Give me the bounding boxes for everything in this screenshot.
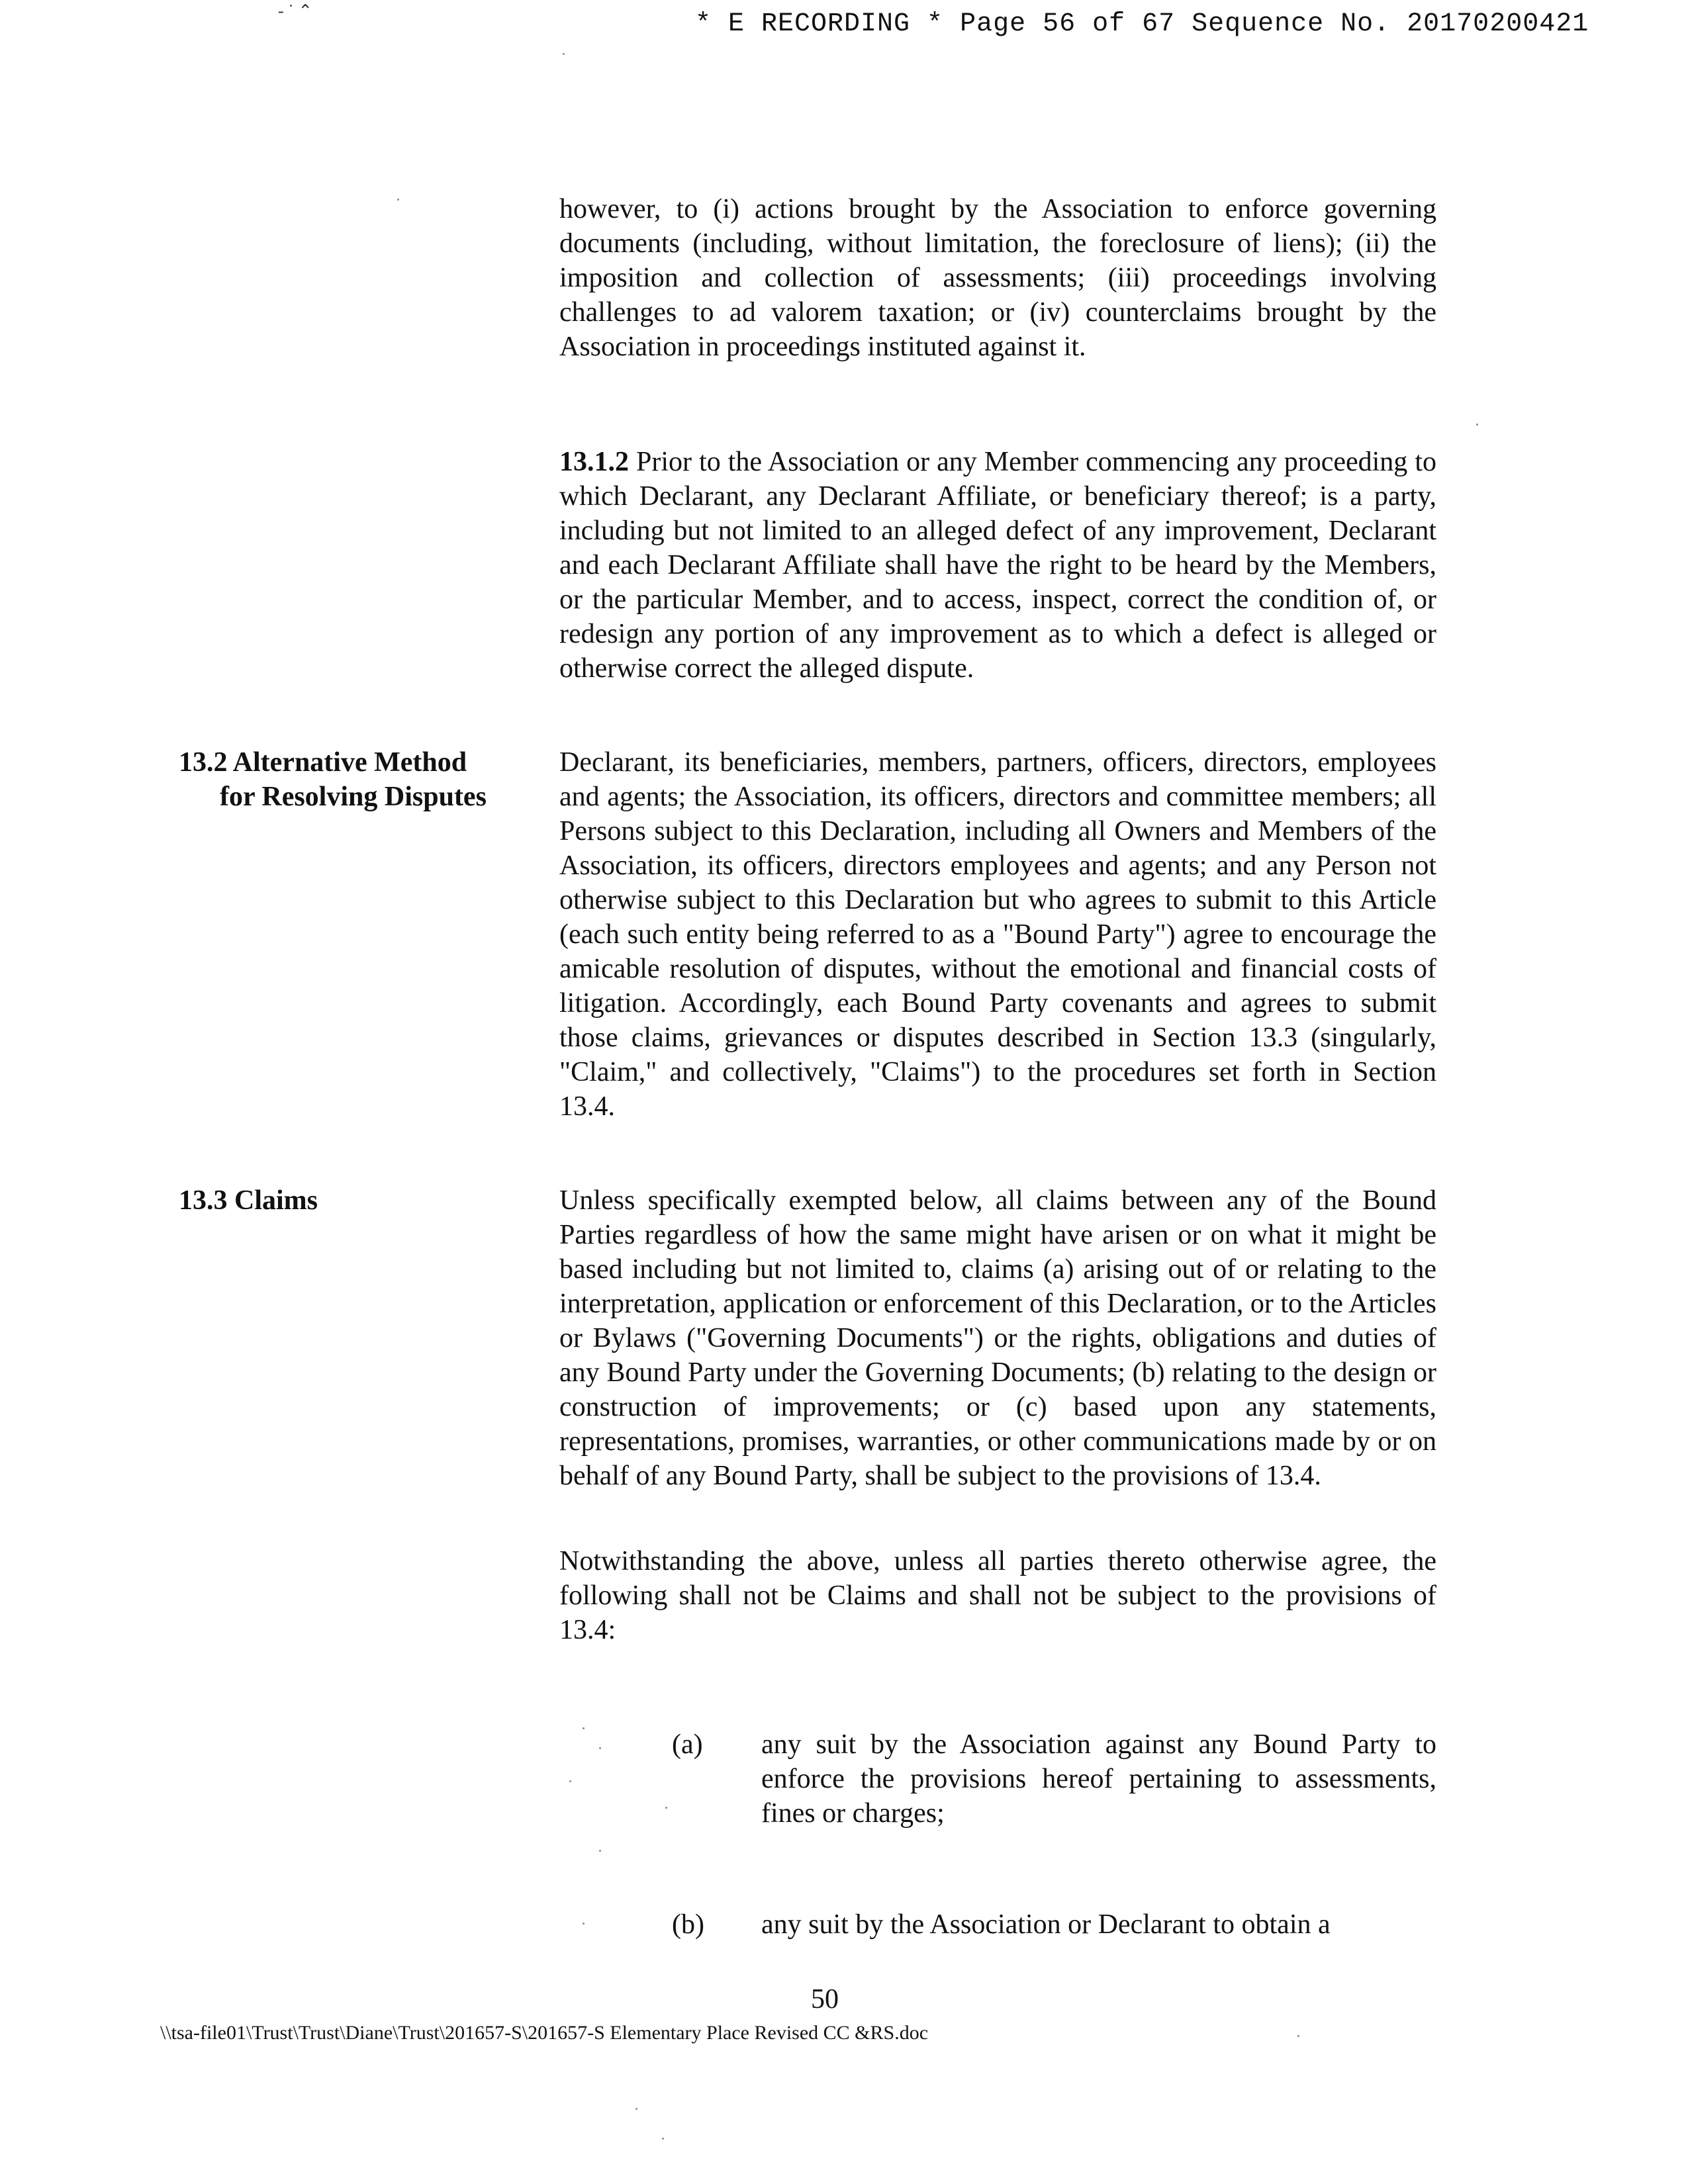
- continuation-paragraph: however, to (i) actions brought by the Association to enforce governing documents (including, without limitation, the foreclosure of liens); (ii) the imposition and collection of assessments; (iii) proceedings involving challenges to ad valorem taxation; or (iv) counterclaims brought by the Association in proceedings instituted against it.: [559, 194, 1436, 362]
- section-13-3-paragraph: Unless specifically exempted below, all claims between any of the Bound Parties regardless of how the same might have arisen or on what it might be based including but not limited to, claims (a) arising out of or relating to the interpretation, application or enforcement of this Declaration, or to the Articles or Bylaws ("Governing Documents") or the rights, obligations and duties of any Bound Party under the Governing Documents; (b) relating to the design or construction of improvements; or (c) based upon any statements, representations, promises, warranties, or other communications made by or on behalf of any Bound Party, shall be subject to the provisions of 13.4.: [559, 1185, 1436, 1491]
- scan-speck: [397, 199, 399, 201]
- exemption-item-b-label: (b): [672, 1909, 704, 1940]
- section-13-1-2-text: Prior to the Association or any Member commencing any proceeding to which Declarant, any Declarant Affiliate, or beneficiary thereof; is a party, including but not limited to an alleged defect of any improvement, Declarant and each Declarant Affiliate shall have the right to be heard by the Members, or the particular Member, and to access, inspect, correct the condition of, or redesign any portion of any improvement as to which a defect is alleged or otherwise correct the alleged dispute.: [559, 447, 1436, 684]
- scan-speck: [569, 1780, 571, 1782]
- recording-stamp: * E RECORDING * Page 56 of 67 Sequence No. 20170200421: [695, 9, 1589, 39]
- scan-speck: [1297, 2035, 1299, 2037]
- scan-speck: [665, 1807, 667, 1809]
- scan-speck: [1476, 424, 1478, 426]
- exemption-item-a-label: (a): [672, 1729, 703, 1760]
- scan-speck: [563, 53, 565, 55]
- exemption-item-a-text: any suit by the Association against any Bound Party to enforce the provisions hereof pertaining to assessments, fines or charges;: [761, 1729, 1436, 1829]
- section-13-2-paragraph: Declarant, its beneficiaries, members, partners, officers, directors, employees and agents; the Association, its officers, directors and committee members; all Persons subject to this Declaration, including all Owners and Members of the Association, its officers, directors employees and agents; and any Person not otherwise subject to this Declaration but who agrees to submit to this Article (each such entity being referred to as a "Bound Party") agree to encourage the amicable resolution of disputes, without the emotional and financial costs of litigation. Accordingly, each Bound Party covenants and agrees to submit those claims, grievances or disputes described in Section 13.3 (singularly, "Claim," and collectively, "Claims") to the procedures set forth in Section 13.4.: [559, 747, 1436, 1122]
- scan-speck: [635, 2108, 637, 2110]
- exemption-item-b-text: any suit by the Association or Declarant to obtain a: [761, 1909, 1331, 1940]
- scan-speck: [662, 2138, 664, 2140]
- scan-speck: [599, 1747, 601, 1749]
- section-13-1-2-paragraph: [559, 445, 1436, 686]
- page-number: 50: [811, 1984, 839, 2015]
- section-13-2-heading-line2: for Resolving Disputes: [220, 782, 487, 812]
- scan-speck: [583, 1727, 585, 1729]
- exemptions-intro-paragraph: Notwithstanding the above, unless all parties thereto otherwise agree, the following shall not be Claims and shall not be subject to the provisions of 13.4:: [559, 1546, 1436, 1645]
- scan-artifact-mark: - ˙ ⌃: [278, 1, 313, 21]
- footer-file-path: \\tsa-file01\Trust\Trust\Diane\Trust\201657-S\201657-S Elementary Place Revised CC &RS.doc: [160, 2022, 929, 2044]
- section-13-1-2-number: 13.1.2: [559, 447, 629, 477]
- scan-speck: [583, 1923, 585, 1925]
- scan-speck: [599, 1850, 601, 1852]
- section-13-2-heading: [179, 745, 510, 814]
- section-13-2-heading-line1: 13.2 Alternative Method: [179, 747, 467, 778]
- section-13-3-heading: 13.3 Claims: [179, 1185, 318, 1216]
